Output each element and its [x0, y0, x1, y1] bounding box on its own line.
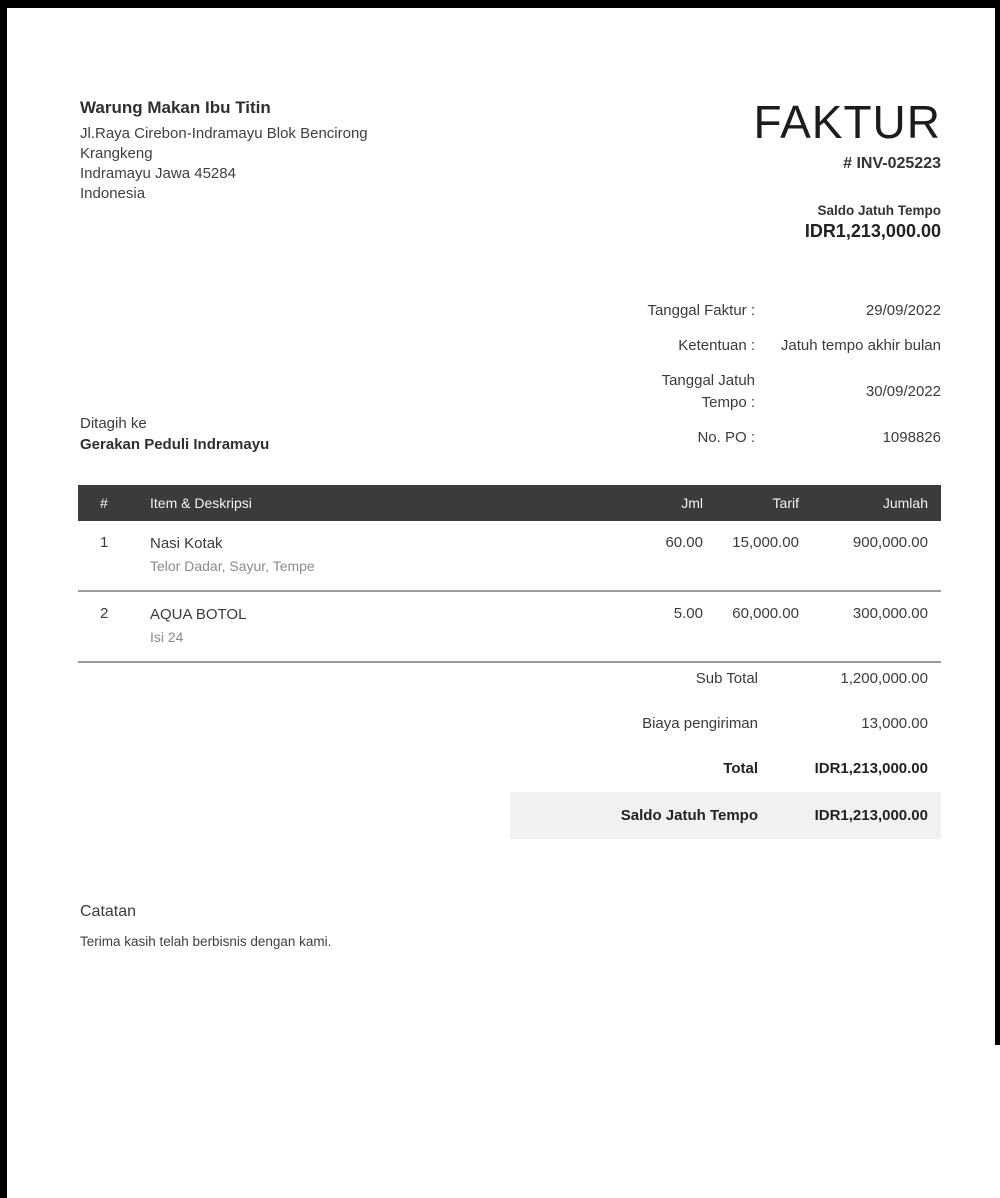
shipping-value: 13,000.00	[861, 715, 928, 732]
invoice-title-block	[754, 96, 941, 242]
detail-row-due-date	[521, 370, 941, 414]
subtotal-row	[510, 656, 941, 701]
seller-address	[80, 124, 368, 204]
table-row	[78, 521, 941, 591]
total-value: IDR1,213,000.00	[814, 760, 928, 777]
item-description: Isi 24	[150, 629, 184, 645]
balance-due-amount: IDR1,213,000.00	[804, 221, 941, 241]
item-number: 2	[100, 605, 109, 622]
item-name: Nasi Kotak	[150, 535, 223, 552]
header-rate: Tarif	[772, 495, 799, 511]
detail-label: Ketentuan :	[678, 337, 755, 354]
item-quantity: 5.00	[673, 605, 703, 622]
detail-label: Tanggal Faktur :	[647, 302, 755, 319]
detail-label: No. PO :	[697, 429, 755, 446]
detail-value: 29/09/2022	[865, 302, 941, 319]
total-row	[510, 746, 941, 791]
item-cell	[148, 521, 483, 591]
total-label: Total	[723, 760, 758, 777]
seller-address-line: Indramayu Jawa 45284	[80, 165, 236, 182]
totals-section	[510, 656, 941, 839]
detail-value: 1098826	[882, 429, 941, 446]
detail-row-terms	[521, 335, 941, 357]
detail-label: Tanggal Jatuh Tempo :	[661, 372, 755, 411]
header-quantity: Jml	[681, 495, 703, 511]
bill-to	[80, 413, 269, 456]
detail-value: Jatuh tempo akhir bulan	[780, 337, 941, 354]
item-amount: 900,000.00	[852, 534, 928, 551]
notes-text: Terima kasih telah berbisnis dengan kami.	[80, 934, 332, 949]
detail-row-po-number	[521, 427, 941, 449]
invoice-number: # INV-025223	[843, 155, 941, 172]
header-amount: Jumlah	[882, 495, 928, 511]
seller-info	[80, 98, 368, 204]
seller-address-line: Indonesia	[80, 185, 146, 202]
balance-due-summary	[754, 203, 941, 242]
item-amount: 300,000.00	[852, 605, 928, 622]
item-rate: 60,000.00	[732, 605, 799, 622]
items-section	[78, 485, 941, 663]
item-number: 1	[100, 534, 109, 551]
invoice-details	[521, 300, 941, 462]
notes-section	[80, 903, 331, 949]
item-name: AQUA BOTOL	[150, 606, 247, 623]
document-title: FAKTUR	[753, 96, 941, 148]
page-border-right	[995, 0, 1000, 1045]
subtotal-value: 1,200,000.00	[840, 670, 928, 687]
shipping-label: Biaya pengiriman	[642, 715, 758, 732]
header-number: #	[100, 495, 108, 511]
items-table	[78, 485, 941, 663]
item-rate: 15,000.00	[732, 534, 799, 551]
table-row	[78, 591, 941, 662]
notes-label: Catatan	[80, 903, 137, 920]
balance-row-label: Saldo Jatuh Tempo	[620, 807, 758, 824]
item-quantity: 60.00	[665, 534, 703, 551]
subtotal-label: Sub Total	[695, 670, 758, 687]
page-border-left	[0, 0, 7, 1198]
header-description: Item & Deskripsi	[150, 495, 252, 511]
balance-due-row	[510, 792, 941, 839]
seller-name: Warung Makan Ibu Titin	[80, 98, 271, 117]
items-table-header-row	[78, 485, 941, 521]
seller-address-line: Jl.Raya Cirebon-Indramayu Blok Bencirong	[80, 125, 368, 142]
item-cell	[148, 591, 483, 662]
shipping-row	[510, 701, 941, 746]
item-description: Telor Dadar, Sayur, Tempe	[150, 558, 315, 574]
detail-value: 30/09/2022	[865, 383, 941, 400]
balance-row-value: IDR1,213,000.00	[814, 807, 928, 824]
detail-row-invoice-date	[521, 300, 941, 322]
bill-to-name: Gerakan Peduli Indramayu	[80, 436, 270, 453]
bill-to-label: Ditagih ke	[80, 415, 147, 432]
invoice-content	[78, 0, 941, 1198]
seller-address-line: Krangkeng	[80, 145, 153, 162]
balance-due-label: Saldo Jatuh Tempo	[817, 203, 941, 218]
